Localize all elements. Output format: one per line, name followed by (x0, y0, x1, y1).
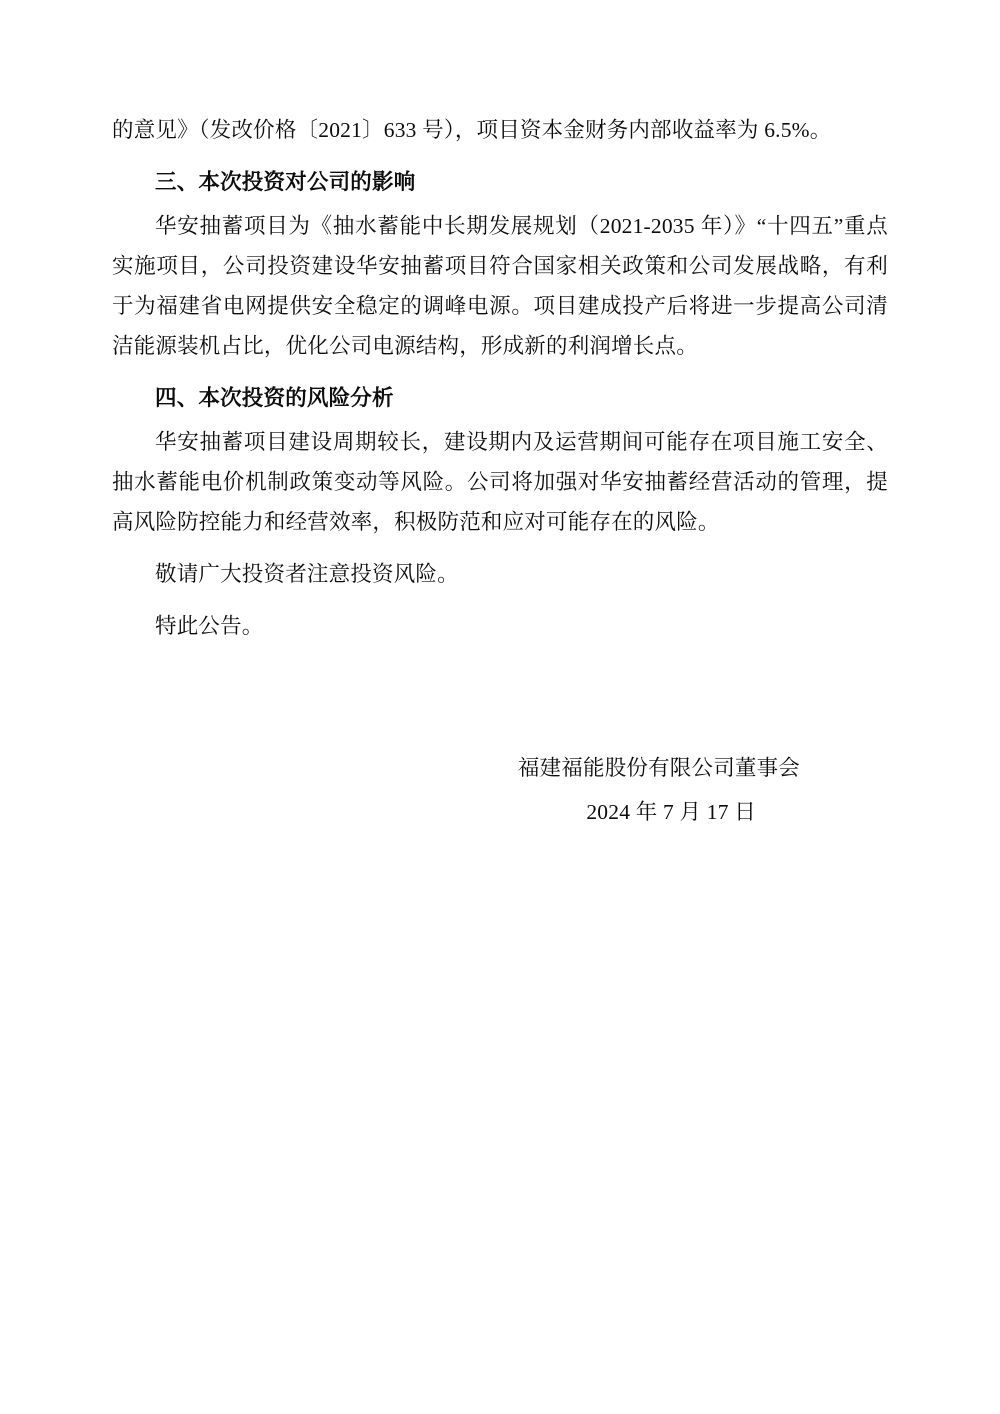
continued-paragraph: 的意见》（发改价格〔2021〕633 号），项目资本金财务内部收益率为 6.5%。 (112, 118, 832, 142)
section-4-paragraph-2: 敬请广大投资者注意投资风险。 (155, 562, 459, 586)
section-4-paragraph-3: 特此公告。 (155, 614, 264, 638)
section-heading-3: 三、本次投资对公司的影响 (155, 170, 416, 194)
signature-company: 福建福能股份有限公司董事会 (517, 756, 800, 780)
signature-date: 2024 年 7 月 17 日 (586, 800, 756, 824)
section-heading-4: 四、本次投资的风险分析 (155, 386, 394, 410)
document-body (112, 110, 888, 834)
section-4-paragraph-1: 华安抽蓄项目建设周期较长，建设期内及运营期间可能存在项目施工安全、抽水蓄能电价机制政策变动等风险。公司将加强对华安抽蓄经营活动的管理，提高风险防控能力和经营效率，积极防范和应对可能存在的风险。 (112, 430, 888, 534)
signature-block (112, 746, 888, 834)
section-3-paragraph-1: 华安抽蓄项目为《抽水蓄能中长期发展规划（2021-2035 年）》“十四五”重点实施项目，公司投资建设华安抽蓄项目符合国家相关政策和公司发展战略，有利于为福建省电网提供安全稳定的调峰电源。项目建成投产后将进一步提高公司清洁能源装机占比，优化公司电源结构，形成新的利润增长点。 (112, 214, 888, 358)
